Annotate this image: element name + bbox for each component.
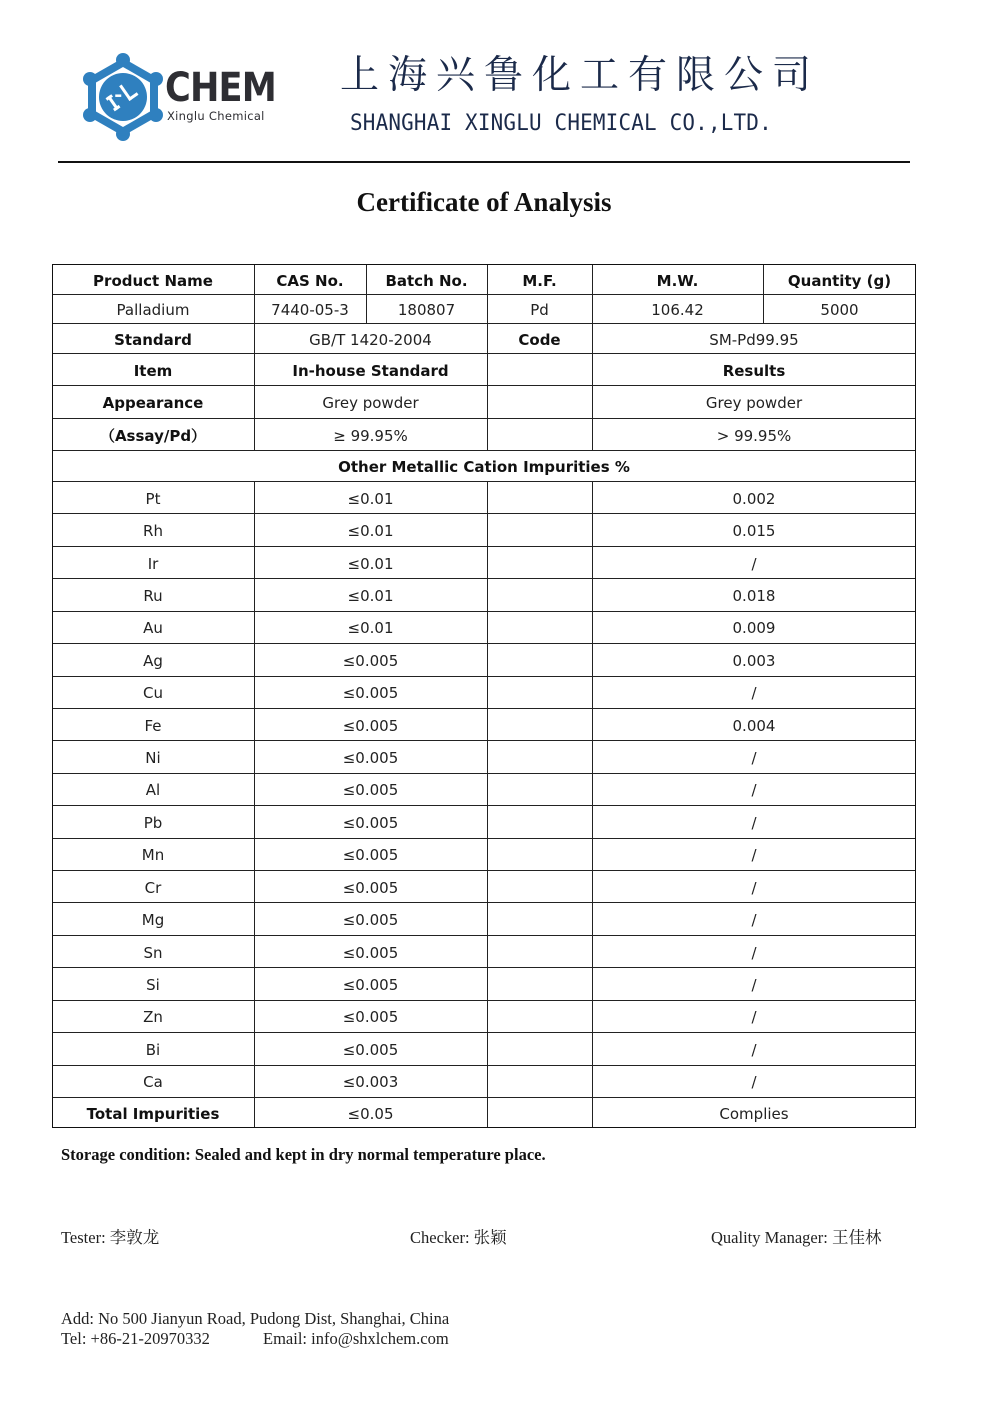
- impurity-element: Bi: [145, 1040, 161, 1059]
- page-title: Certificate of Analysis: [356, 187, 612, 217]
- header-product-name: Product Name: [93, 271, 213, 290]
- code-label: Code: [518, 330, 561, 349]
- header-batch-no: Batch No.: [385, 271, 468, 290]
- impurity-element: Pb: [143, 813, 163, 832]
- impurity-limit: ≤0.005: [342, 878, 399, 897]
- header-mw: M.W.: [656, 271, 699, 290]
- impurity-limit: ≤0.01: [347, 522, 394, 541]
- table-border: [52, 264, 916, 1128]
- impurity-result: 0.004: [732, 716, 776, 735]
- impurity-limit: ≤0.01: [347, 489, 394, 508]
- header-in-house-standard: In-house Standard: [292, 361, 449, 380]
- product-name-value: Palladium: [116, 301, 190, 319]
- impurity-result: /: [751, 846, 757, 865]
- impurity-result: 0.003: [732, 651, 776, 670]
- assay-standard: ≥ 99.95%: [333, 426, 408, 445]
- total-impurities-label: Total Impurities: [86, 1105, 220, 1123]
- header-divider: [58, 161, 910, 163]
- impurity-result: 0.015: [732, 522, 776, 541]
- company-tel: Tel: +86-21-20970332: [61, 1329, 210, 1348]
- impurity-limit: ≤0.005: [342, 911, 399, 930]
- analysis-table: [52, 264, 916, 1128]
- appearance-standard: Grey powder: [322, 394, 419, 412]
- header-quantity: Quantity (g): [787, 271, 892, 290]
- impurity-element: Mg: [141, 911, 165, 930]
- impurity-limit: ≤0.005: [342, 684, 399, 703]
- impurity-element: Zn: [143, 1008, 163, 1027]
- impurity-limit: ≤0.005: [342, 651, 399, 670]
- appearance-result: Grey powder: [705, 394, 803, 412]
- impurity-limit: ≤0.01: [347, 619, 394, 638]
- header-mf: M.F.: [522, 271, 557, 290]
- quality-manager-signature: Quality Manager: 王佳林: [711, 1228, 882, 1247]
- impurity-element: Si: [146, 976, 160, 995]
- impurity-result: /: [751, 749, 757, 768]
- company-address: Add: No 500 Jianyun Road, Pudong Dist, Shanghai, China: [61, 1309, 450, 1328]
- impurity-limit: ≤0.005: [342, 749, 399, 768]
- impurity-result: /: [751, 1073, 757, 1092]
- impurity-element: Cr: [144, 878, 162, 897]
- appearance-label: Appearance: [102, 394, 204, 412]
- impurity-limit: ≤0.005: [342, 976, 399, 995]
- impurity-limit: ≤0.01: [347, 586, 394, 605]
- impurity-element: Ni: [145, 749, 161, 768]
- impurity-result: 0.002: [732, 489, 776, 508]
- logo-wordmark: CHEM: [165, 65, 276, 111]
- company-name-english: SHANGHAI XINGLU CHEMICAL CO.,LTD.: [350, 110, 772, 136]
- mf-value: Pd: [530, 301, 549, 319]
- impurity-element: Pt: [145, 489, 161, 508]
- impurity-element: Ag: [143, 651, 163, 670]
- impurity-element: Mn: [141, 846, 165, 865]
- cas-no-value: 7440-05-3: [271, 301, 349, 319]
- code-value: SM-Pd99.95: [709, 330, 799, 349]
- impurity-result: 0.009: [732, 619, 776, 638]
- impurity-element: Sn: [143, 943, 163, 962]
- impurity-result: /: [751, 554, 757, 573]
- company-email: Email: info@shxlchem.com: [263, 1329, 449, 1348]
- mw-value: 106.42: [651, 301, 704, 319]
- impurity-result: 0.018: [732, 586, 776, 605]
- impurity-result: /: [751, 878, 757, 897]
- impurity-result: /: [751, 1040, 757, 1059]
- impurities-section-title: Other Metallic Cation Impurities %: [338, 458, 630, 476]
- standard-value: GB/T 1420-2004: [309, 330, 432, 349]
- batch-no-value: 180807: [397, 301, 456, 319]
- checker-signature: Checker: 张颖: [410, 1228, 507, 1247]
- assay-label: （Assay/Pd）: [99, 427, 207, 445]
- impurity-element: Rh: [143, 522, 163, 541]
- impurity-result: /: [751, 781, 757, 800]
- impurity-limit: ≤0.005: [342, 1008, 399, 1027]
- impurity-limit: ≤0.01: [347, 554, 394, 573]
- hexagon-xl-logo-icon: [78, 52, 168, 142]
- impurity-element: Ca: [143, 1073, 163, 1092]
- impurity-element: Ru: [143, 586, 163, 605]
- impurity-limit: ≤0.005: [342, 943, 399, 962]
- assay-result: > 99.95%: [716, 426, 792, 445]
- logo-subtitle: Xinglu Chemical: [167, 109, 265, 123]
- quantity-value: 5000: [820, 301, 859, 319]
- storage-condition: Storage condition: Sealed and kept in dry normal temperature place.: [61, 1145, 546, 1164]
- header-item: Item: [133, 361, 173, 380]
- total-impurities-limit: ≤0.05: [347, 1105, 394, 1123]
- impurity-limit: ≤0.005: [342, 716, 399, 735]
- tester-signature: Tester: 李敦龙: [61, 1228, 160, 1247]
- impurity-element: Au: [143, 619, 163, 638]
- company-name-chinese: 上海兴鲁化工有限公司: [340, 53, 821, 98]
- impurity-limit: ≤0.005: [342, 813, 399, 832]
- header-results: Results: [722, 361, 786, 380]
- header-cas-no: CAS No.: [276, 271, 344, 290]
- impurity-result: /: [751, 976, 757, 995]
- impurity-result: /: [751, 943, 757, 962]
- impurity-result: /: [751, 911, 757, 930]
- impurity-limit: ≤0.005: [342, 846, 399, 865]
- total-impurities-result: Complies: [719, 1105, 789, 1123]
- standard-label: Standard: [114, 330, 192, 349]
- impurity-element: Cu: [143, 684, 163, 703]
- impurity-result: /: [751, 1008, 757, 1027]
- impurity-limit: ≤0.005: [342, 781, 399, 800]
- impurity-result: /: [751, 684, 757, 703]
- impurity-result: /: [751, 813, 757, 832]
- impurity-element: Ir: [147, 554, 159, 573]
- impurity-limit: ≤0.005: [342, 1040, 399, 1059]
- impurity-element: Fe: [144, 716, 162, 735]
- impurity-element: Al: [145, 781, 161, 800]
- impurity-limit: ≤0.003: [342, 1073, 399, 1092]
